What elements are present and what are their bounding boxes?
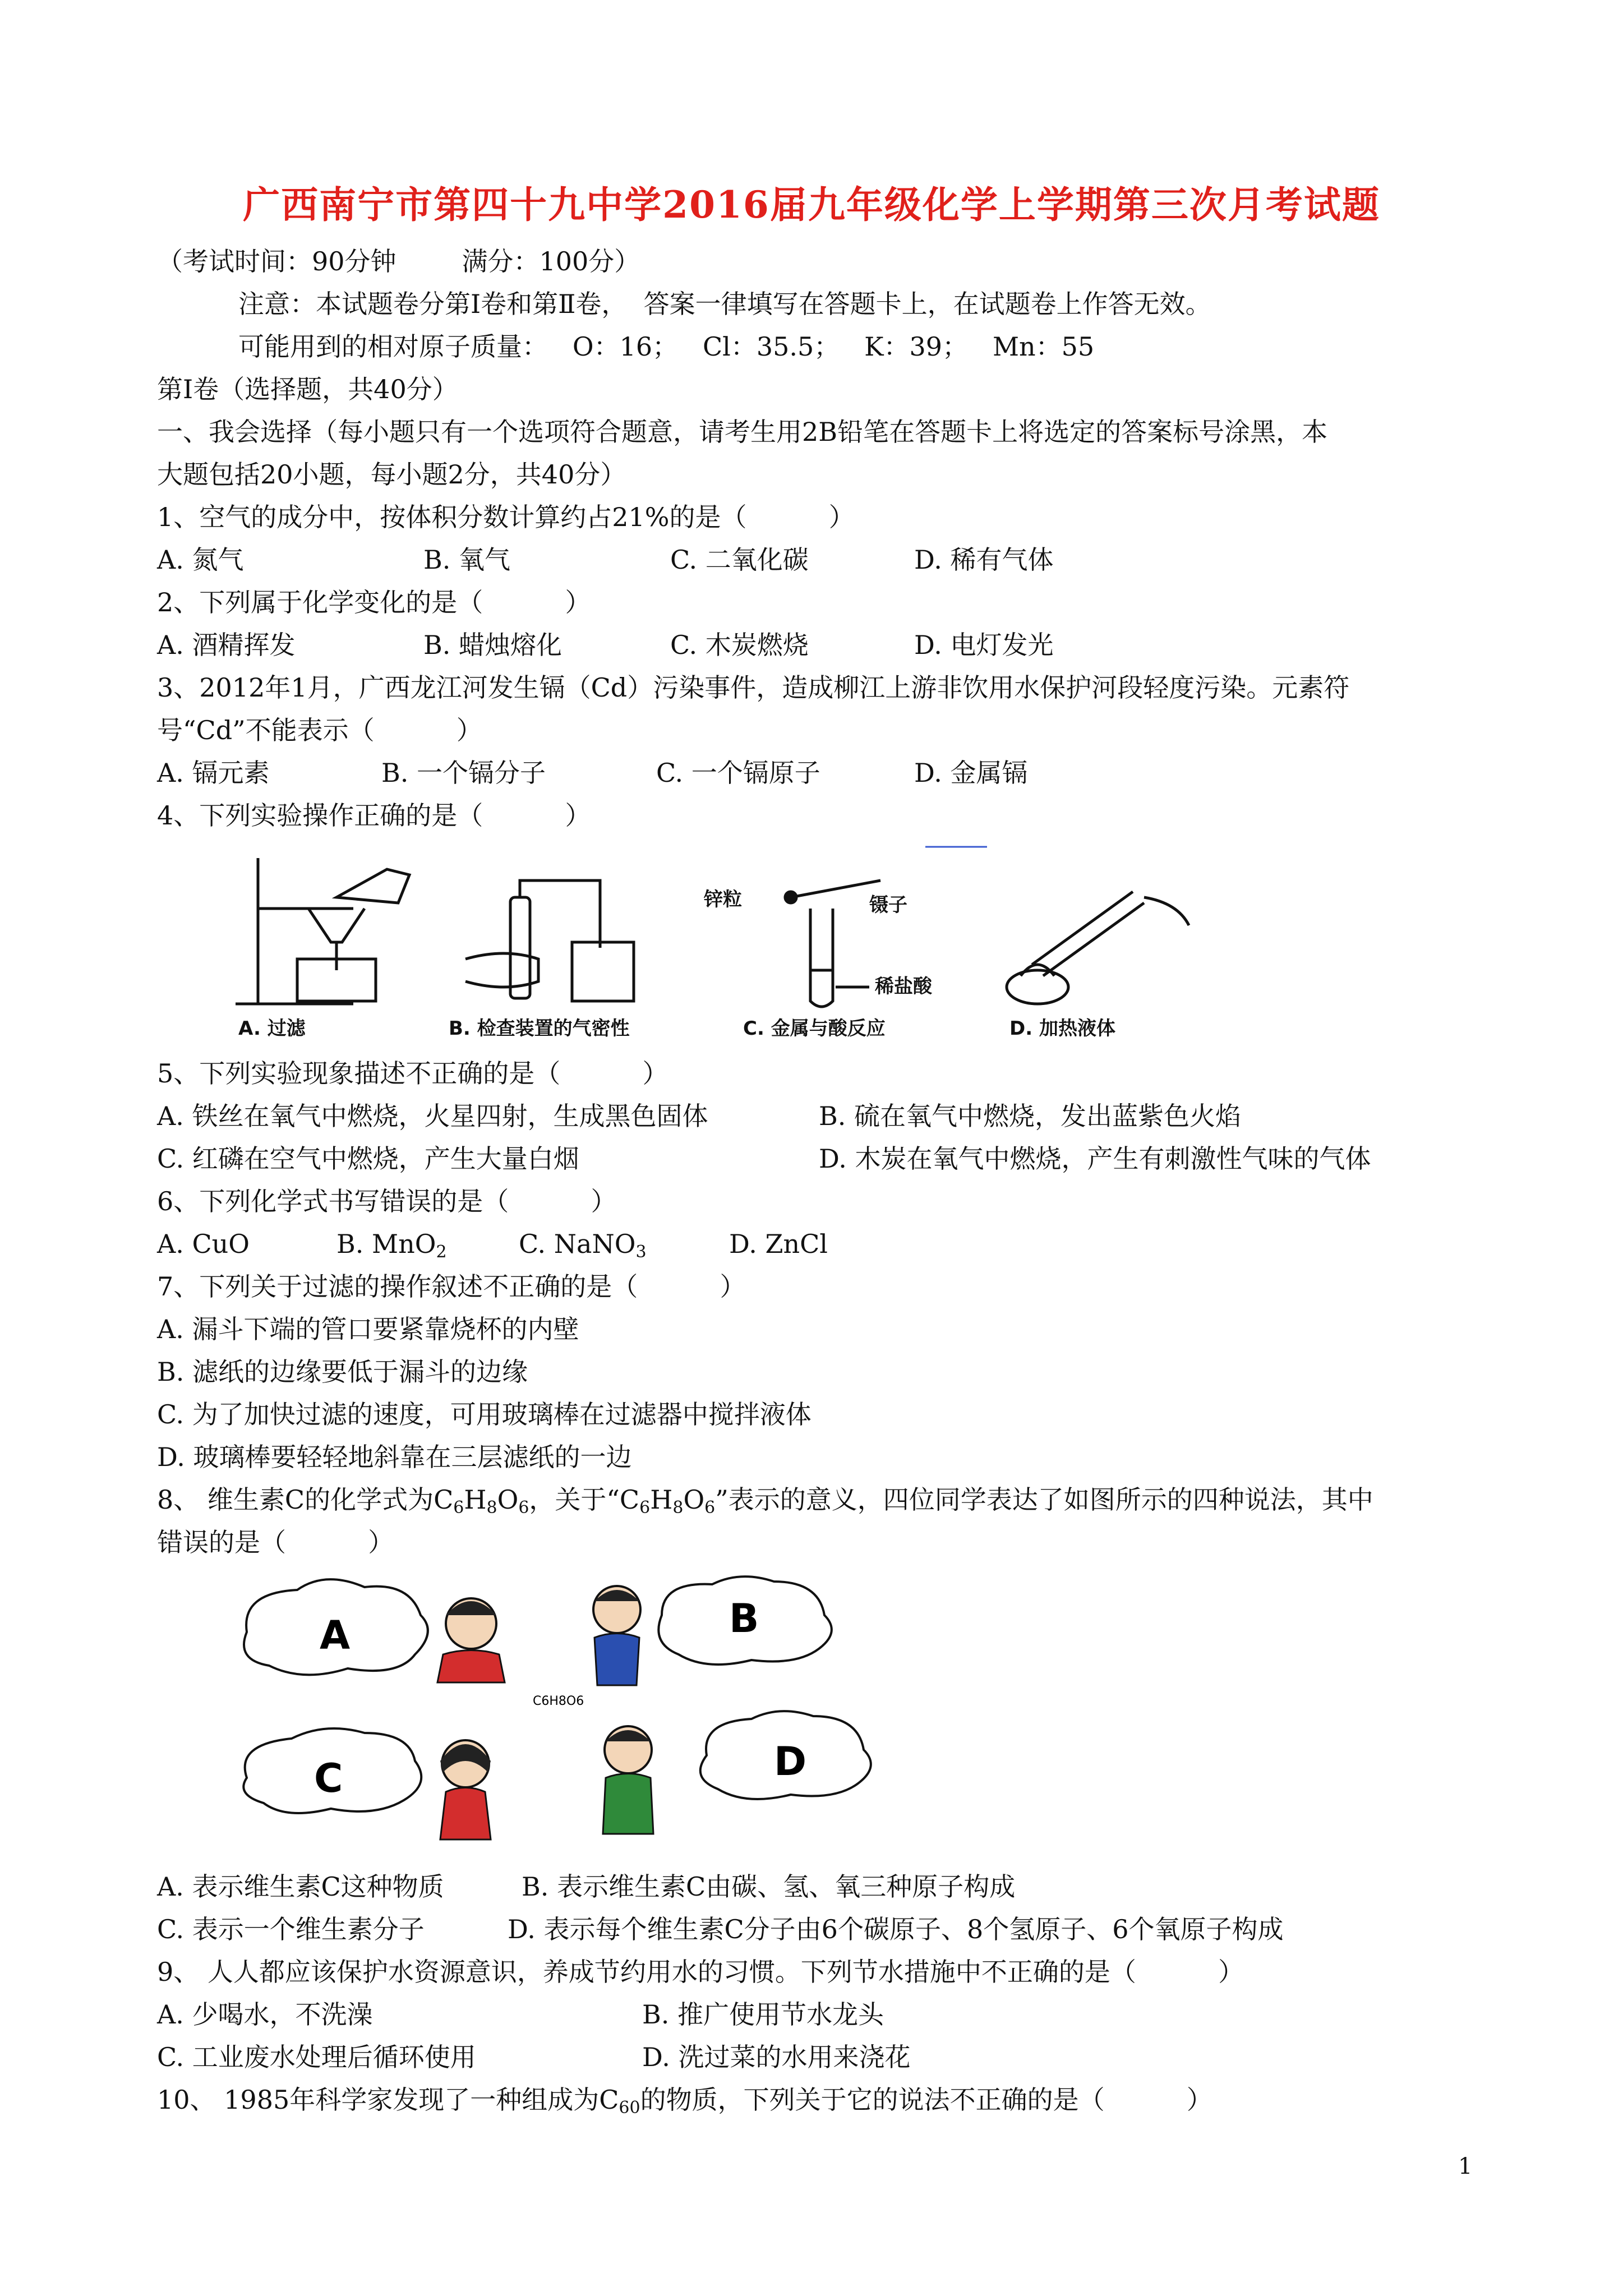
q3-option-a: A. 镉元素 — [157, 758, 270, 788]
q3-option-c: C. 一个镉原子 — [656, 758, 820, 788]
airtightness-apparatus — [465, 880, 634, 1001]
q4-caption-d: D. 加热液体 — [1009, 1017, 1115, 1040]
q1-option-a: A. 氮气 — [157, 545, 244, 575]
q2-stem: 2、下列属于化学变化的是（ ） — [157, 587, 591, 617]
q7-option-c: C. 为了加快过滤的速度，可用玻璃棒在过滤器中搅拌液体 — [157, 1399, 811, 1430]
q3-stem-1: 3、2012年1月，广西龙江河发生镉（Cd）污染事件，造成柳江上游非饮用水保护河段轻度污染。元素符 — [157, 672, 1350, 703]
q2-option-a: A. 酒精挥发 — [157, 630, 296, 660]
q4-caption-a: A. 过滤 — [238, 1017, 306, 1040]
q5-option-d: D. 木炭在氧气中燃烧，产生有刺激性气味的气体 — [819, 1144, 1371, 1174]
metal-acid-apparatus — [785, 880, 880, 1007]
heating-liquid-apparatus — [1007, 892, 1189, 1004]
q8-stem-pre: 8、 维生素C的化学式为C — [157, 1484, 454, 1515]
q6-option-c-sub: 3 — [635, 1242, 647, 1262]
q1-option-c: C. 二氧化碳 — [670, 545, 809, 575]
q10-stem-post: 的物质，下列关于它的说法不正确的是（ ） — [640, 2085, 1212, 2115]
q8-stem-mid: ，关于“C — [529, 1484, 640, 1515]
atomic-mass: 可能用到的相对原子质量： O：16； Cl：35.5； K：39； Mn：55 — [238, 331, 1095, 362]
q1-option-b: B. 氧气 — [423, 545, 511, 575]
q6-option-b-sub: 2 — [436, 1242, 447, 1262]
q4-caption-c: C. 金属与酸反应 — [743, 1017, 886, 1040]
q3-stem-2: 号“Cd”不能表示（ ） — [157, 715, 482, 745]
q1-option-d: D. 稀有气体 — [914, 545, 1054, 575]
q6-option-b — [336, 1227, 447, 1261]
q8-students-figure — [236, 1570, 1189, 1851]
q10-stem-sub: 60 — [619, 2098, 640, 2118]
q2-option-d: D. 电灯发光 — [914, 630, 1054, 660]
q5-option-b: B. 硫在氧气中燃烧，发出蓝紫色火焰 — [819, 1101, 1242, 1131]
q9-stem: 9、 人人都应该保护水资源意识，养成节约用水的习惯。下列节水措施中不正确的是（ ） — [157, 1957, 1244, 1987]
q9-option-a: A. 少喝水，不洗澡 — [157, 1999, 373, 2030]
q10-stem — [157, 2083, 1212, 2117]
q6-option-b-text: B. MnO — [336, 1229, 436, 1259]
q4-caption-b: B. 检查装置的气密性 — [449, 1017, 630, 1040]
q5-option-a: A. 铁丝在氧气中燃烧，火星四射，生成黑色固体 — [157, 1101, 708, 1131]
q3-option-d: D. 金属镉 — [914, 758, 1028, 788]
q7-stem: 7、下列关于过滤的操作叙述不正确的是（ ） — [157, 1271, 746, 1302]
q9-option-c: C. 工业废水处理后循环使用 — [157, 2042, 476, 2072]
q9-option-d: D. 洗过菜的水用来浇花 — [642, 2042, 911, 2072]
q5-stem: 5、下列实验现象描述不正确的是（ ） — [157, 1058, 668, 1089]
page-title: 广西南宁市第四十九中学2016届九年级化学上学期第三次月考试题 — [243, 183, 1380, 227]
q8-stem-post: ”表示的意义，四位同学表达了如图所示的四种说法，其中 — [715, 1484, 1373, 1515]
q3-option-b: B. 一个镉分子 — [381, 758, 546, 788]
q5-option-c: C. 红磷在空气中燃烧，产生大量白烟 — [157, 1144, 579, 1174]
student-b — [593, 1586, 640, 1685]
q10-stem-pre: 10、 1985年科学家发现了一种组成为C — [157, 2085, 619, 2115]
q8-option-c: C. 表示一个维生素分子 — [157, 1914, 425, 1944]
q8-formula-label: C6H8O6 — [533, 1694, 584, 1708]
bubble-d-letter: D — [774, 1739, 807, 1785]
q8-stem-2: 错误的是（ ） — [157, 1527, 394, 1557]
section-instruction-2: 大题包括20小题，每小题2分，共40分） — [157, 459, 626, 490]
student-d — [603, 1726, 653, 1834]
q2-option-c: C. 木炭燃烧 — [670, 630, 809, 660]
q6-option-a: A. CuO — [157, 1229, 250, 1259]
q7-option-a: A. 漏斗下端的管口要紧靠烧杯的内壁 — [157, 1314, 579, 1344]
q8-option-b: B. 表示维生素C由碳、氢、氧三种原子构成 — [522, 1871, 1016, 1902]
q6-option-d: D. ZnCl — [729, 1229, 828, 1259]
filtration-apparatus — [236, 858, 409, 1004]
exam-info: （考试时间：90分钟 满分：100分） — [157, 246, 640, 276]
q4-zinc-label: 锌粒 — [704, 888, 742, 911]
page-number: 1 — [1458, 2154, 1473, 2179]
q6-option-c-text: C. NaNO — [519, 1229, 636, 1259]
q2-option-b: B. 蜡烛熔化 — [423, 630, 562, 660]
q4-stem: 4、下列实验操作正确的是（ ） — [157, 800, 591, 831]
section-instruction-1: 一、我会选择（每小题只有一个选项符合题意，请考生用2B铅笔在答题卡上将选定的答案标号涂黑，本 — [157, 417, 1328, 447]
bubble-c-letter: C — [314, 1755, 343, 1801]
bubble-a-letter: A — [320, 1612, 351, 1658]
q8-option-d: D. 表示每个维生素C分子由6个碳原子、8个氢原子、6个氧原子构成 — [508, 1914, 1284, 1944]
q8-stem-1: 8、 维生素C的化学式为$C_6H_8O_6$，关于“$C_6H_8O_6$”表示的意义，四位同学表达了如图所示的四种说法，其中 — [157, 1484, 1373, 1518]
section-heading: 第Ⅰ卷（选择题，共40分） — [157, 374, 458, 404]
q4-lab-operations-figure — [224, 841, 1245, 1043]
q7-option-b: B. 滤纸的边缘要低于漏斗的边缘 — [157, 1357, 528, 1387]
q6-option-c — [519, 1227, 647, 1261]
q4-acid-label: 稀盐酸 — [875, 975, 932, 998]
q6-stem: 6、下列化学式书写错误的是（ ） — [157, 1186, 617, 1216]
q4-tweezers-label: 镊子 — [869, 894, 907, 916]
q7-option-d: D. 玻璃棒要轻轻地斜靠在三层滤纸的一边 — [157, 1442, 632, 1472]
q8-option-a: A. 表示维生素C这种物质 — [157, 1871, 444, 1902]
student-c — [440, 1740, 491, 1839]
bubble-b-letter: B — [729, 1596, 759, 1642]
q1-stem: 1、空气的成分中，按体积分数计算约占21%的是（ ） — [157, 502, 855, 532]
q9-option-b: B. 推广使用节水龙头 — [642, 1999, 884, 2030]
student-a — [437, 1598, 505, 1682]
notice: 注意：本试题卷分第Ⅰ卷和第Ⅱ卷， 答案一律填写在答题卡上，在试题卷上作答无效。 — [238, 289, 1211, 319]
